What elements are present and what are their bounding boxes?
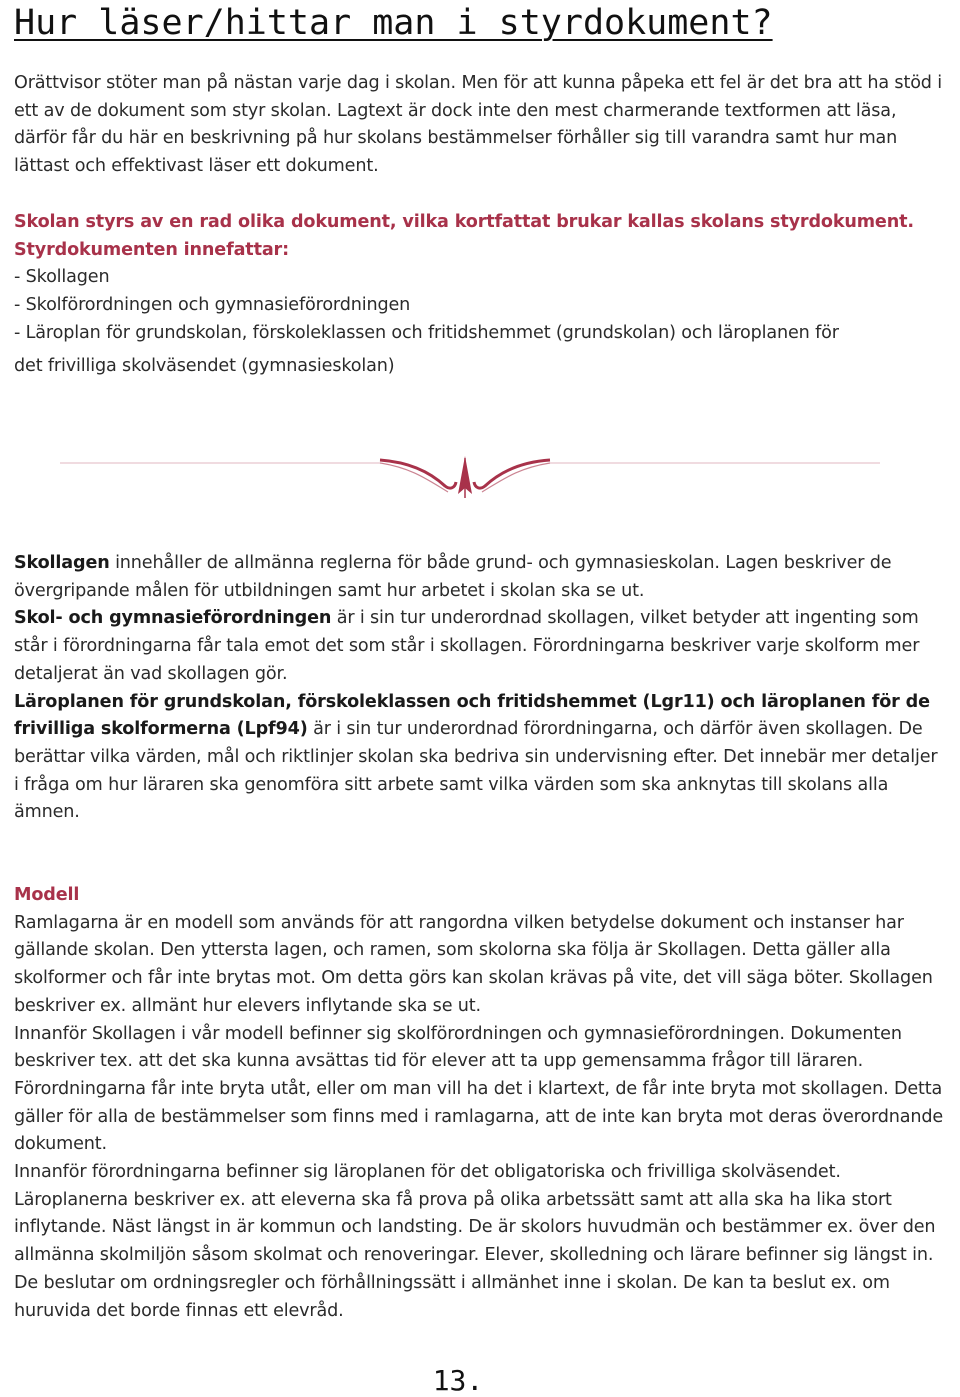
skollagen-term: Skollagen xyxy=(14,553,110,573)
list-item: det frivilliga skolväsendet (gymnasieskolan) xyxy=(14,355,395,376)
page-number: 13. xyxy=(432,1364,484,1397)
lead-line-2: Styrdokumenten innefattar: xyxy=(14,239,289,260)
modell-paragraph-3: Innanför förordningarna befinner sig läroplanen för det obligatoriska och frivilliga skolväsendet. Läroplanerna beskriver ex. att eleverna ska få prova på olika arbetssätt samt att alla ska ha lika stort inflytande. Näst längst in är kommun och landsting. De är skolors huvudmän och bestämmer ex. över den allmänna skolmiljön såsom skolmat och renoveringar. Elever, skolledning och lärare befinner sig längst in. De beslutar om ordningsregler och förhållningssätt i allmänhet inne i skolan. De kan ta beslut ex. om huruvida det borde finnas ett elevråd. xyxy=(14,1162,936,1321)
lead-section xyxy=(14,209,946,385)
modell-section xyxy=(14,882,946,1325)
definitions-section xyxy=(14,550,946,827)
modell-heading: Modell xyxy=(14,885,80,905)
intro-text: Orättvisor stöter man på nästan varje dag i skolan. Men för att kunna påpeka ett fel är det bra att ha stöd i ett av de dokument som styr skolan. Lagtext är dock inte den mest charmerande textformen att läsa, därför får du här en beskrivning på hur skolans bestämmelser förhåller sig till varandra samt hur man lättast och effektivast läser ett dokument. xyxy=(14,73,943,177)
laroplanen-paragraph xyxy=(14,689,946,828)
forordningen-text: är i sin tur underordnad skollagen, vilket betyder att ingenting som står i förordningarna får tala emot det som står i skollagen. Förordningarna beskriver varje skolform mer detaljerat än vad skollagen gör. xyxy=(14,608,920,684)
lead-line-1: Skolan styrs av en rad olika dokument, vilka kortfattat brukar kallas skolans styrdokument. xyxy=(14,212,914,232)
modell-paragraph-2: Innanför Skollagen i vår modell befinner sig skolförordningen och gymnasieförordningen. Dokumenten beskriver tex. att det ska kunna avsättas tid för elever att ta upp gemensamma frågor till läraren. Förordningarna får inte bryta utåt, eller om man vill ha det i klartext, de får inte bryta mot skollagen. Detta gäller för alla de bestämmelser som finns med i ramlagarna, att de inte kan bryta mot deras överordnande dokument. xyxy=(14,1023,944,1155)
skollagen-paragraph xyxy=(14,550,946,605)
laroplanen-text: är i sin tur underordnad förordningarna, och därför även skollagen. De berättar vilka värden, mål och riktlinjer skolan ska bedriva sin undervisning efter. Det innebär mer detaljer i fråga om hur läraren ska genomföra sitt arbete samt vilka värden som ska anknytas till skolans alla ämnen. xyxy=(14,719,938,823)
laroplanen-term: Läroplanen för grundskolan, förskoleklassen och fritidshemmet (Lgr11) och läroplanen för de frivilliga skolformerna (Lpf94) xyxy=(14,691,930,740)
intro-paragraph xyxy=(14,70,946,181)
list-item: - Skollagen xyxy=(14,267,110,288)
skollagen-text: innehåller de allmänna reglerna för både grund- och gymnasieskolan. Lagen beskriver de övergripande målen för utbildningen samt hur arbetet i skolan ska se ut. xyxy=(14,553,892,601)
page-title: Hur läser/hittar man i styrdokument? xyxy=(14,3,773,43)
document-list xyxy=(14,264,946,384)
modell-paragraph-1: Ramlagarna är en modell som används för att rangordna vilken betydelse dokument och instanser har gällande skolan. Den yttersta lagen, och ramen, som skolorna ska följa är Skollagen. Detta gäller alla skolformer och får inte brytas mot. Om detta görs kan skolan krävas på vite, det vill säga böter. Skollagen beskriver ex. allmänt hur elevers inflytande ska se ut. xyxy=(14,912,933,1016)
forordningen-paragraph xyxy=(14,605,946,688)
list-item: - Skolförordningen och gymnasieförordningen xyxy=(14,295,411,316)
list-item: - Läroplan för grundskolan, förskoleklassen och fritidshemmet (grundskolan) och läroplanen för xyxy=(14,322,839,343)
forordningen-term: Skol- och gymnasieförordningen xyxy=(14,608,332,629)
decorative-divider-icon xyxy=(0,390,960,530)
